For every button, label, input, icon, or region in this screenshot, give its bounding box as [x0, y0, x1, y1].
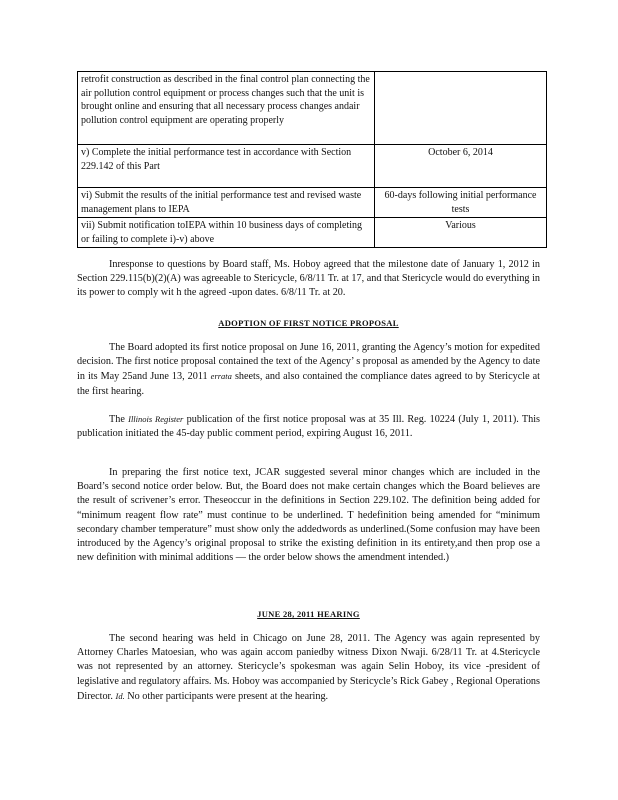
- schedule-date-cell: Various: [375, 218, 547, 248]
- paragraph-text: publication of the first notice proposal was at 35 Ill. Reg. 10224 (July 1, 2011). This publication initiated the 45-day public comment period, expiring August 16, 2011.: [77, 414, 540, 440]
- paragraph-text: The: [109, 414, 129, 425]
- section-heading-june-hearing: [77, 609, 540, 619]
- section-heading-adoption: [77, 318, 540, 328]
- paragraph-text: sheets, and also contained the compliance dates agreed to by Stericycle at the first hearing.: [77, 371, 540, 397]
- paragraph-text: The second hearing was held in Chicago on June 28, 2011. The Agency was again represented by Attorney Charles Matoesian, who was again accom paniedby witness Dixon Nwaji. 6/28/11 Tr. at 4.Stericycle was not represented by an attorney. Stericycle’s spokesman was again Selin Hoboy, its vice -president of legislative and regulatory affairs. Ms. Hoboy was accompanied by Stericycle’s Rick Gabey , Regional Operations Director.: [77, 633, 540, 702]
- id-italic: Id.: [115, 690, 125, 701]
- table-row: [78, 218, 547, 248]
- paragraph-board-adoption: [77, 341, 540, 399]
- illinois-register-italic: Illinois Register: [128, 414, 184, 424]
- heading-text: ADOPTION OF FIRST NOTICE PROPOSAL: [218, 318, 399, 328]
- schedule-task-cell: retrofit construction as described in the final control plan connecting the air pollution control equipment or process changes such that the unit is brought online and ensuring that all necessary process changes andair pollution control equipment are operating properly: [78, 72, 375, 145]
- table-row: [78, 145, 547, 188]
- schedule-date-cell: 60-days following initial performance tests: [375, 188, 547, 218]
- paragraph-illinois-register: [77, 412, 540, 441]
- schedule-task-cell: vii) Submit notification toIEPA within 10 business days of completing or failing to complete i)-v) above: [78, 218, 375, 248]
- errata-italic: errata: [210, 371, 232, 382]
- heading-text: JUNE 28, 2011 HEARING: [257, 609, 360, 619]
- paragraph-hoboy-response: Inresponse to questions by Board staff, Ms. Hoboy agreed that the milestone date of January 1, 2012 in Section 229.115(b)(2)(A) was agreeable to Stericycle, 6/8/11 Tr. at 17, and that Stericycle would do everything in its power to comply wit h the agreed -upon dates. 6/8/11 Tr. at 20.: [77, 259, 540, 299]
- paragraph-jcar-changes: In preparing the first notice text, JCAR suggested several minor changes which are included in the Board’s second notice order below. But, the Board does not make certain changes which the Board believes are the result of scrivener’s error. Theseoccur in the definitions in Section 229.102. The definition being added for “minimum reagent flow rate” must continue to be underlined. T hedefinition being amended for “minimum secondary chamber temperature” must show only the addedwords as underlined.(Some confusion may have been introduced by the Agency’s original proposal to strike the existing definition in its entirety,and then prop ose a new definition with minimal additions — the order below shows the amendment intended.): [77, 467, 540, 564]
- schedule-task-cell: vi) Submit the results of the initial performance test and revised waste management plans to IEPA: [78, 188, 375, 218]
- table-row: [78, 72, 547, 145]
- schedule-task-cell: v) Complete the initial performance test in accordance with Section 229.142 of this Part: [78, 145, 375, 188]
- schedule-date-cell: October 6, 2014: [375, 145, 547, 188]
- schedule-date-cell: [375, 72, 547, 145]
- compliance-schedule-table: [77, 71, 547, 248]
- paragraph-text: The Board adopted its first notice proposal on June 16, 2011, granting the Agency’s motion for expedited decision. The first notice proposal contained the text of the Agency’ s proposal as amended by the Agency to date in its May 25and June 13, 2011: [77, 342, 540, 383]
- table-row: [78, 188, 547, 218]
- paragraph-text: No other participants were present at the hearing.: [124, 690, 329, 702]
- paragraph-second-hearing: [77, 632, 540, 704]
